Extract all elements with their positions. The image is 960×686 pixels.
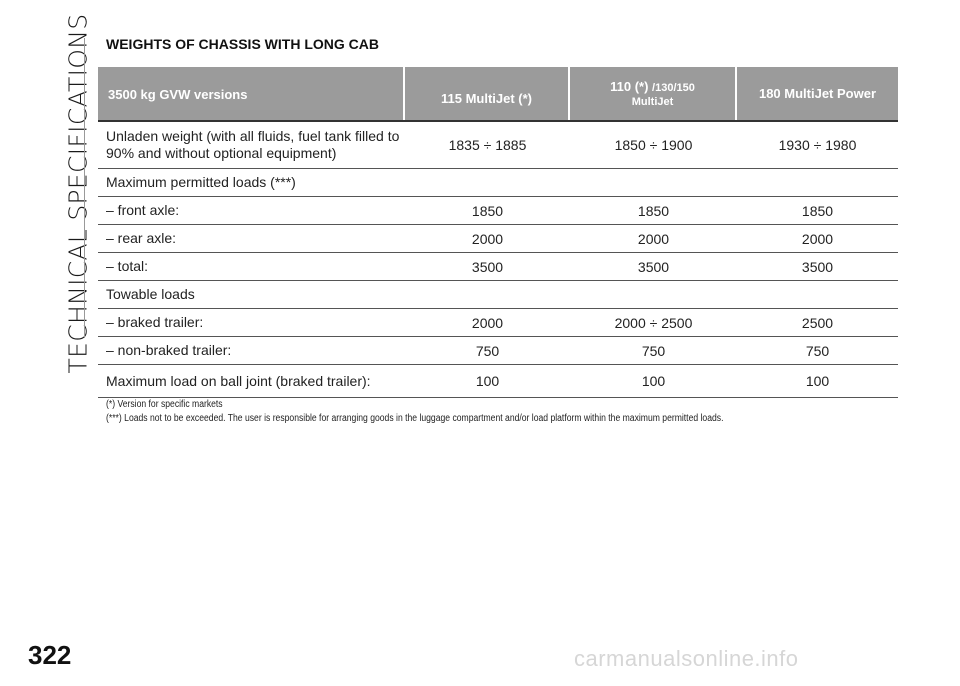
page-number: 322 <box>28 640 72 670</box>
row-label: – total: <box>106 258 149 274</box>
header-110-main: 110 (*) <box>610 79 649 94</box>
table-row <box>98 281 898 309</box>
row-label: Maximum permitted loads (***) <box>106 174 296 190</box>
header-110-multijet <box>570 67 735 120</box>
cell-value: 750 <box>475 342 500 359</box>
cell-value: 1930 ÷ 1980 <box>778 137 857 153</box>
cell-value: 1850 ÷ 1900 <box>614 137 693 153</box>
section-side-title-text: TECHNICAL SPECIFICATIONS <box>63 13 93 373</box>
cell-value: 1850 <box>801 202 834 219</box>
table-row <box>98 365 898 398</box>
header-115-multijet: 115 MultiJet (*) <box>405 67 568 120</box>
row-label: Maximum load on ball joint (braked trailer): <box>106 372 371 389</box>
cell-value: 2000 <box>471 314 504 331</box>
table-row <box>98 120 898 169</box>
row-label: – braked trailer: <box>106 314 204 330</box>
cell-value: 2000 ÷ 2500 <box>614 314 693 331</box>
header-110-line1 <box>610 79 695 94</box>
footnote: (***) Loads not to be exceeded. The user is responsible for arranging goods in the luggage compartment and/or load platform within the maximum permitted loads. <box>106 413 724 424</box>
header-versions: 3500 kg GVW versions <box>98 67 403 120</box>
footnote: (*) Version for specific markets <box>106 399 223 410</box>
header-110-line2: MultiJet <box>631 96 674 108</box>
cell-value: 2000 <box>471 230 504 247</box>
side-divider <box>84 38 85 338</box>
cell-value: 1835 ÷ 1885 <box>448 137 527 153</box>
watermark: carmanualsonline.info <box>574 646 799 671</box>
cell-value: 100 <box>475 373 500 389</box>
table-row <box>98 337 898 365</box>
header-110-variants: /130/150 <box>652 82 695 94</box>
row-label: Towable loads <box>106 286 195 302</box>
cell-value: 2000 <box>801 230 834 247</box>
footnotes <box>106 398 906 426</box>
cell-value: 100 <box>641 373 666 389</box>
table-row <box>98 197 898 225</box>
table-row <box>98 169 898 197</box>
cell-value: 2500 <box>801 314 834 331</box>
cell-value: 750 <box>805 342 830 359</box>
cell-value: 1850 <box>637 202 670 219</box>
table-header <box>98 67 898 120</box>
row-label: Unladen weight (with all fluids, fuel tank filled to 90% and without optional equipment) <box>106 128 400 161</box>
cell-value: 3500 <box>801 258 834 275</box>
cell-value: 1850 <box>471 202 504 219</box>
cell-value: 3500 <box>637 258 670 275</box>
section-side-title <box>56 13 100 373</box>
table-row <box>98 253 898 281</box>
cell-value: 3500 <box>471 258 504 275</box>
table-row <box>98 309 898 337</box>
row-label: – front axle: <box>106 202 180 218</box>
cell-value: 750 <box>641 342 666 359</box>
page-heading: WEIGHTS OF CHASSIS WITH LONG CAB <box>106 36 379 52</box>
cell-value: 100 <box>805 373 830 389</box>
row-label: – non-braked trailer: <box>106 342 232 358</box>
header-180-multijet-power: 180 MultiJet Power <box>737 67 898 120</box>
table-row <box>98 225 898 253</box>
row-label: – rear axle: <box>106 230 177 246</box>
weights-table <box>98 67 898 398</box>
cell-value: 2000 <box>637 230 670 247</box>
